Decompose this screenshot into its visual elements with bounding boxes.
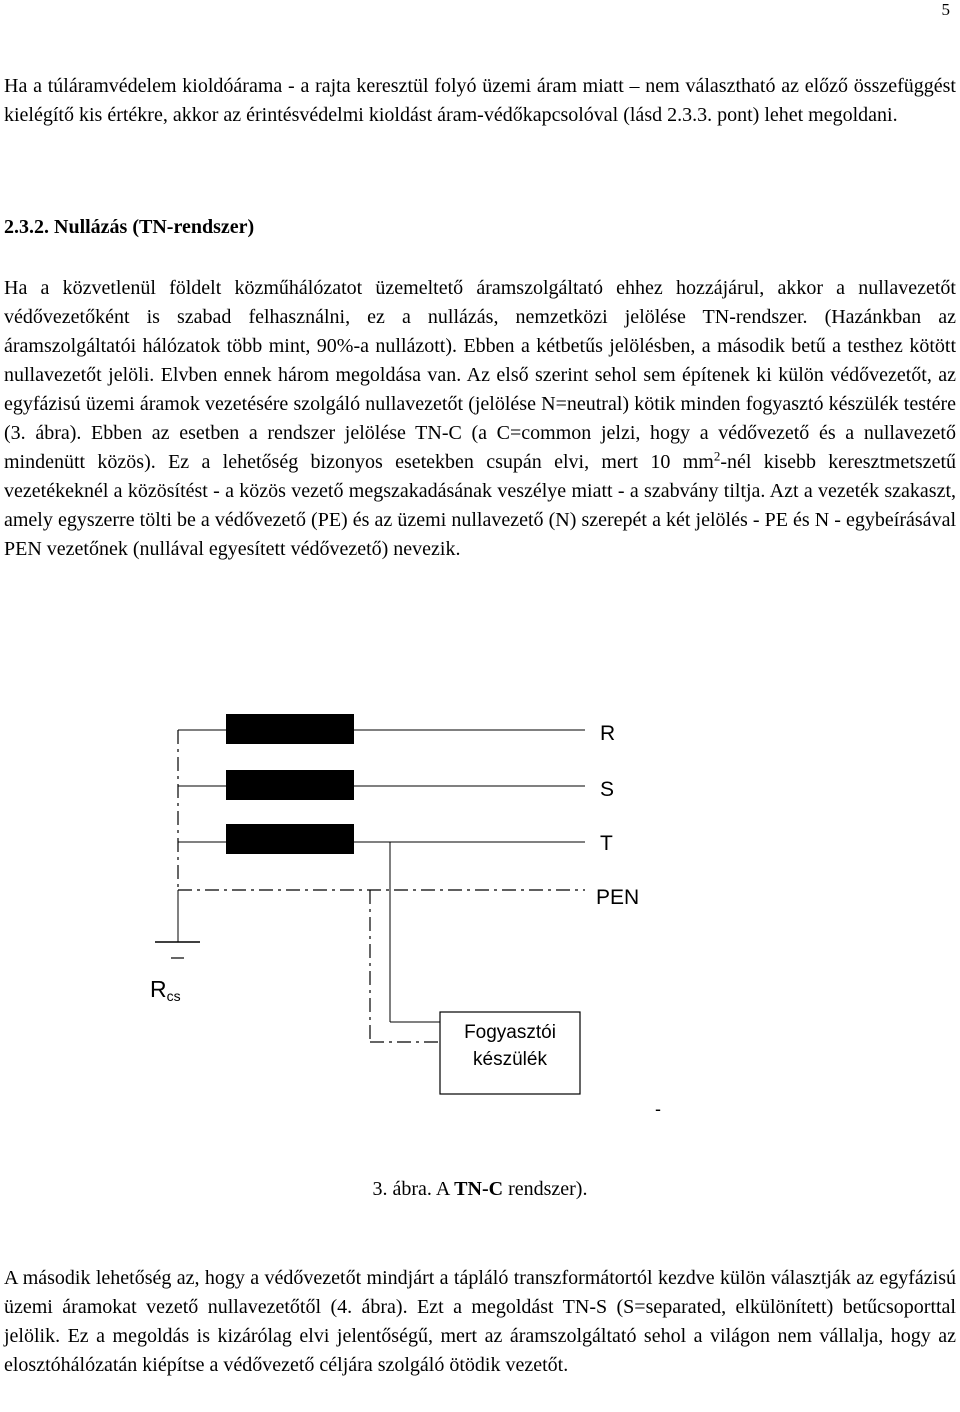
stray-mark: -: [655, 1099, 661, 1119]
paragraph-intro: Ha a túláramvédelem kioldóárama - a rajta keresztül folyó üzemi áram miatt – nem választható az előző összefüggést kielégítő kis értékre, akkor az érintésvédelmi kioldást áram-védőkapcsolóval (lásd 2.3.3. pont) lehet megoldani.: [4, 75, 956, 126]
caption-prefix: 3. ábra. A: [372, 1178, 455, 1200]
paragraph-tn-system: [4, 274, 956, 564]
section-heading: 2.3.2. Nullázás (TN-rendszer): [4, 216, 255, 238]
caption-bold: TN-C: [454, 1178, 504, 1200]
caption-suffix: rendszer).: [503, 1178, 588, 1200]
page-number: 5: [941, 0, 950, 19]
figure-caption: [0, 1178, 960, 1201]
resistor-label-sub: cs: [166, 988, 181, 1004]
winding-r: [226, 714, 354, 744]
paragraph-tn-system-part1: Ha a közvetlenül földelt közműhálózatot üzemeltető áramszolgáltató ehhez hozzájárul, akkor a nullavezetőt védővezetőként is szabad felhasználni, ez a nullázás, nemzetközi jelölése TN-rendszer. (Hazánkban az áramszolgáltatói hálózatok több mint, 90%-a nullázott). Ebben a kétbetűs jelölésben, a második betű a testhez kötött nullavezetőt jelöli. Elvben ennek három megoldása van. Az első szerint sehol sem építenek ki külön védővezetőt, az egyfázisú üzemi áramok vezetésére szolgáló nullavezetőt (jelölése N=neutral) kötik minden fogyasztó készülék testére (3. ábra). Ebben az esetben a rendszer jelölése TN-C (a C=common jelzi, hogy a védővezető és a nullavezető mindenütt közös). Ez a lehetőség bizonyos esetekben csupán elvi, mert 10 mm: [4, 277, 956, 473]
label-pen: PEN: [596, 886, 640, 909]
winding-t: [226, 824, 354, 854]
label-t: T: [600, 832, 613, 855]
label-r: R: [600, 722, 616, 745]
resistor-label: [150, 976, 181, 1004]
tn-c-diagram: [0, 700, 960, 1120]
label-s: S: [600, 778, 615, 801]
device-label-2: készülék: [473, 1049, 547, 1070]
superscript-2: 2: [713, 448, 721, 464]
device-label-1: Fogyasztói: [464, 1022, 556, 1043]
paragraph-tn-system-part2: -nél kisebb keresztmetszetű vezetékeknél a közösítést - a közös vezető megszakadásának veszélye miatt - a szabvány tiltja. Azt a vezeték szakaszt, amely egyszerre tölti be a védővezető (PE) és az üzemi nullavezető (N) szerepét a két jelölés - PE és N - egybeírásával PEN vezetőnek (nullával egyesített védővezető) nevezik.: [4, 451, 956, 560]
paragraph-tn-s: A második lehetőség az, hogy a védővezetőt mindjárt a tápláló transzformátortól kezdve külön választják az egyfázisú üzemi áramokat vezető nullavezetőtől (4. ábra). Ezt a megoldást TN-S (S=separated, elkülönített) betűcsoporttal jelölik. Ez a megoldás is kizárólag elvi jelentőségű, mert az áramszolgáltató sehol a világon nem vállalja, hogy az elosztóhálózatán kiépítse a védővezető céljára szolgáló ötödik vezetőt.: [4, 1267, 956, 1376]
resistor-label-main: R: [150, 976, 167, 1002]
winding-s: [226, 770, 354, 800]
